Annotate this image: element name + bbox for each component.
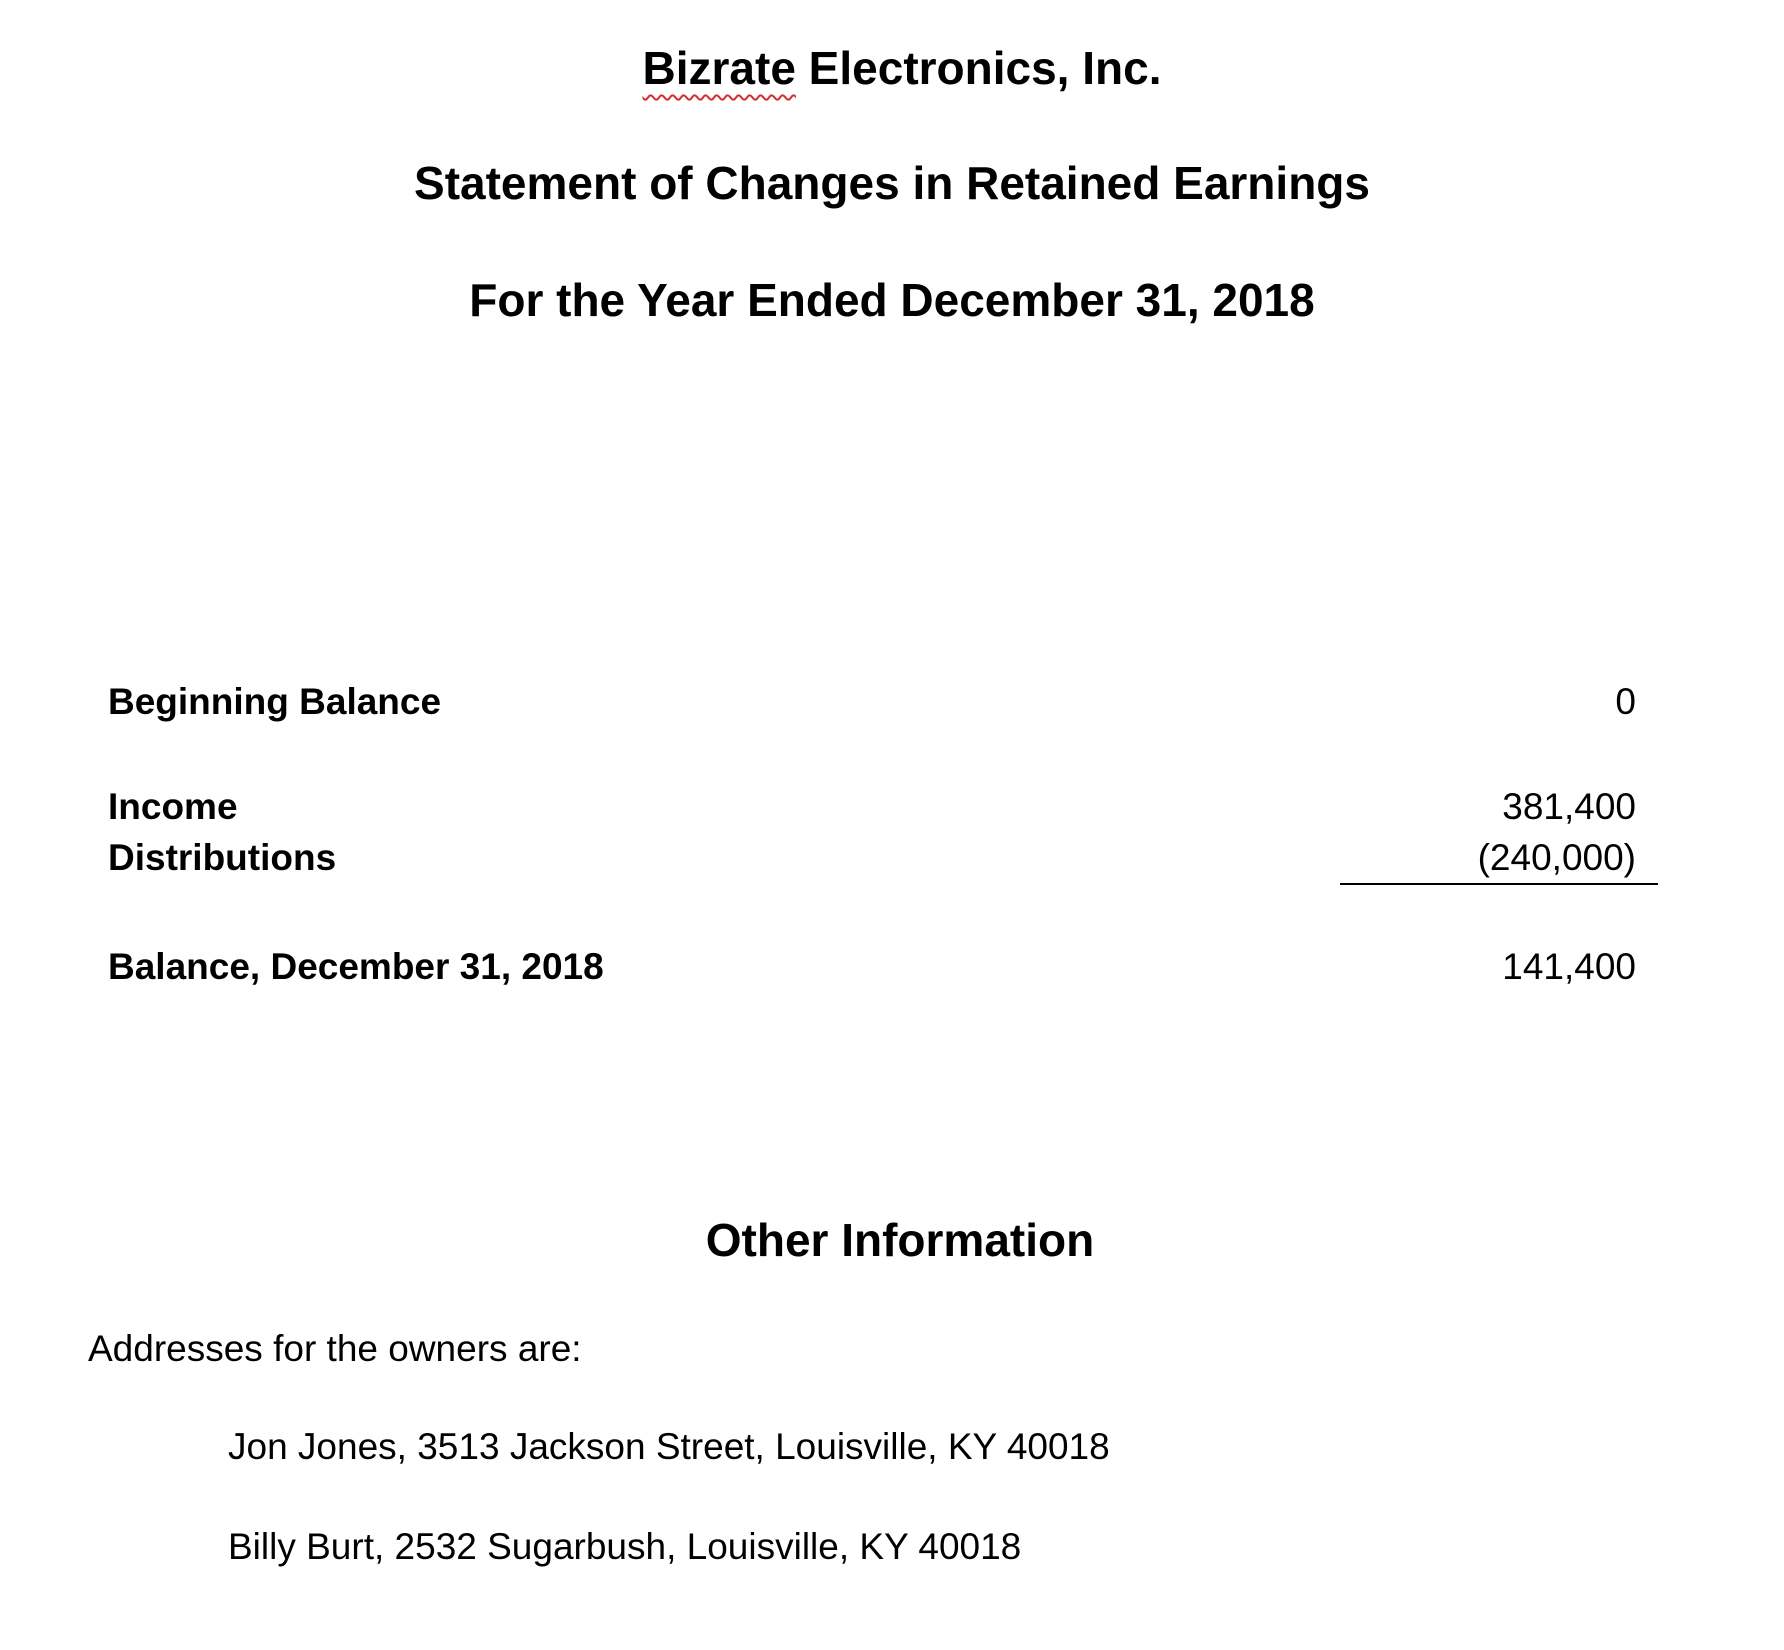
beginning-balance-label: Beginning Balance (108, 681, 442, 722)
subtotal-rule (1340, 883, 1658, 885)
addresses-intro: Addresses for the owners are: (88, 1328, 582, 1369)
owner-address: Billy Burt, 2532 Sugarbush, Louisville, KY 40018 (228, 1526, 1022, 1567)
beginning-balance-value: 0 (1615, 681, 1636, 722)
company-title (10, 40, 1784, 96)
ending-balance-value: 141,400 (1502, 946, 1636, 987)
income-label: Income (108, 786, 238, 827)
period-title: For the Year Ended December 31, 2018 (469, 274, 1315, 326)
statement-title: Statement of Changes in Retained Earnings (414, 157, 1370, 209)
distributions-value: (240,000) (1477, 837, 1636, 878)
owner-address: Jon Jones, 3513 Jackson Street, Louisville, KY 40018 (228, 1426, 1110, 1467)
ending-balance-label: Balance, December 31, 2018 (108, 946, 604, 987)
income-value: 381,400 (1502, 786, 1636, 827)
distributions-label: Distributions (108, 837, 337, 878)
company-name-misspelled-word[interactable]: Bizrate (642, 42, 796, 94)
company-name-rest: Electronics, Inc. (795, 42, 1162, 94)
other-information-heading: Other Information (705, 1214, 1095, 1266)
